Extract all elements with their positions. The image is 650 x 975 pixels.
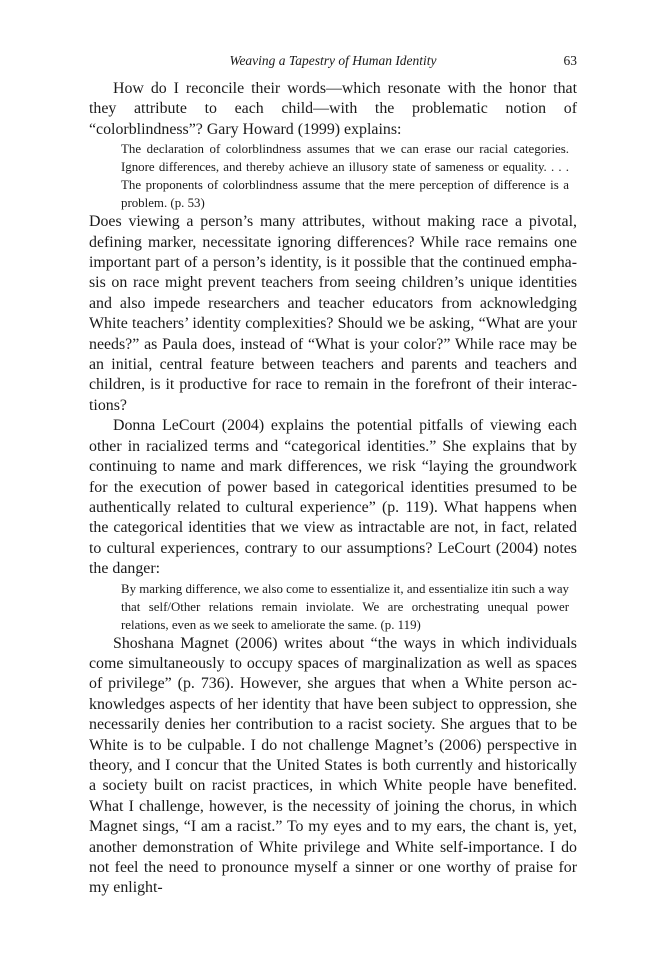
paragraph-magnet: Shoshana Magnet (2006) writes about “the ways in which individuals come simultaneously to occupy spaces of marginalization as well as spaces of privilege” (p. 736). However, she argues that when a White person acknowledges aspects of her identity that have been subject to oppression, she necessarily denies her contribution to a racist society. She argues that to be White is to be culpable. I do not challenge Magnet’s (2006) perspective in theory, and I concur that the United States is both currently and historically a society built on racist practices, in which White people have benefited. What I challenge, however, is the necessity of joining the chorus, in which Magnet sings, “I am a racist.” To my eyes and to my ears, the chant is, yet, another demonstration of White privilege and White self-importance. I do not feel the need to pronounce myself a sinner or one worthy of praise for my enlight- xyxy=(89,634,577,897)
running-header xyxy=(89,50,577,72)
block-quote-howard: The declaration of colorblindness assumes that we can erase our racial categories. Ignore differences, and thereby achieve an illusory state of sameness or equality. . . . The proponents of colorblindness assume that the mere perception of difference is a problem. (p. 53) xyxy=(121,142,569,211)
paragraph-lecourt: Donna LeCourt (2004) explains the potential pitfalls of viewing each other in racialized terms and “categorical identities.” She explains that by continuing to name and mark differences, we risk “laying the groundwork for the execution of power based in categorical identities presumed to be authentically related to cultural experience” (p. 119). What happens when the categorical identities that we view as intractable are not, in fact, related to cultural experiences, contrary to our assumptions? LeCourt (2004) notes the danger: xyxy=(89,417,577,578)
running-title: Weaving a Tapestry of Human Identity xyxy=(229,53,437,68)
page-number: 63 xyxy=(563,53,577,68)
body-text xyxy=(89,79,577,899)
book-page xyxy=(89,50,577,899)
paragraph-reconcile: How do I reconcile their words—which resonate with the honor that they attribute to each child—with the problematic notion of “colorblindness”? Gary Howard (1999) explains: xyxy=(89,80,577,138)
block-quote-lecourt: By marking difference, we also come to essentialize it, and essentialize itin such a way that self/Other relations remain inviolate. We are orchestrating unequal power relations, even as we seek to ameliorate the same. (p. 119) xyxy=(121,581,569,632)
paragraph-race-attributes: Does viewing a person’s many attributes, without making race a pivotal, defining marker, necessitate ignoring differences? While race remains one important part of a person’s identity, is it possible that the continued emphasis on race might prevent teachers from seeing children’s unique identities and also impede researchers and teacher educators from acknowledging White teachers’ identity complexities? Should we be asking, “What are your needs?” as Paula does, instead of “What is your color?” While race may be an initial, central feature between teachers and parents and teachers and children, is it productive for race to remain in the forefront of their interactions? xyxy=(89,213,577,414)
